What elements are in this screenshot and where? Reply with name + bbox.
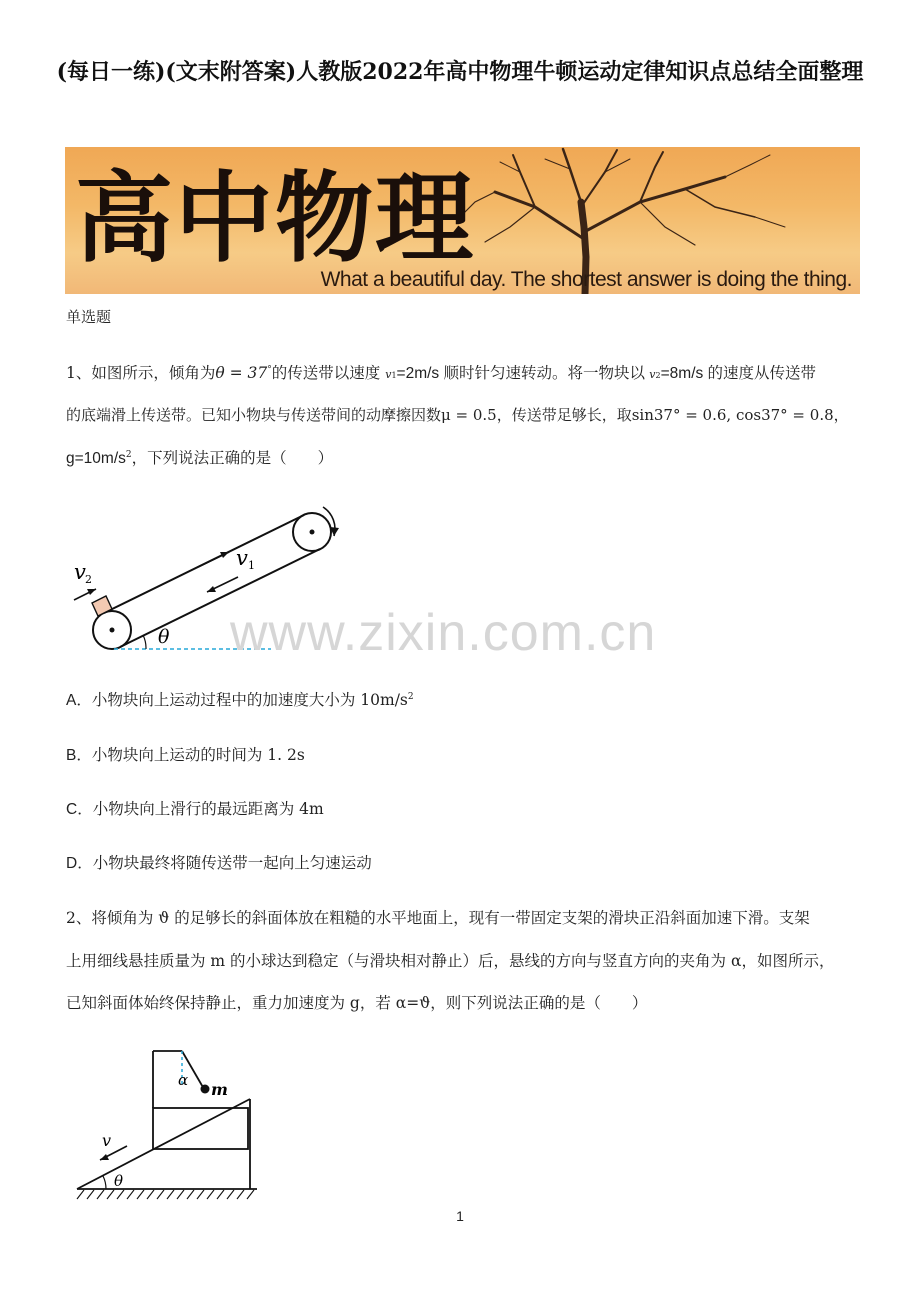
q2-line-2: 上用细线悬挂质量为 m 的小球达到稳定（与滑块相对静止）后，悬线的方向与竖直方向的夹角为 α，如图所示，	[66, 952, 835, 970]
banner-tagline: What a beautiful day. The shortest answer is doing the thing.	[320, 268, 852, 291]
q1-option-b[interactable]: B．小物块向上运动的时间为 1. 2s	[66, 746, 305, 764]
mass-label: m	[211, 1080, 228, 1099]
v1-label: v	[236, 546, 248, 570]
q2-line-1: 2、将倾角为 ϑ 的足够长的斜面体放在粗糙的水平地面上，现有一带固定支架的滑块正沿斜面加速下滑。支架	[66, 909, 810, 927]
incline-slider-diagram	[72, 1043, 272, 1213]
section-label: 单选题	[66, 308, 112, 326]
q1-line-1: 1、如图所示，倾角为θ = 37°的传送带以速度 v1=2m/s 顺时针匀速转动。将一物块以 v2=8m/s 的速度从传送带	[66, 364, 817, 382]
v2-subscript: 2	[85, 573, 92, 586]
q1-option-d[interactable]: D．小物块最终将随传送带一起向上匀速运动	[66, 854, 372, 872]
banner-heading: 高中物理	[75, 161, 476, 276]
header-banner	[65, 147, 860, 294]
watermark: www.zixin.com.cn	[230, 604, 657, 662]
q2-line-3: 已知斜面体始终保持静止，重力加速度为 g，若 α=ϑ，则下列说法正确的是（ ）	[66, 994, 648, 1012]
v2-label: v	[74, 560, 86, 584]
document-title: (每日一练)(文末附答案)人教版2022年高中物理牛顿运动定律知识点总结全面整理	[56, 59, 864, 85]
velocity-label: v	[102, 1131, 112, 1150]
q1-line-2: 的底端滑上传送带。已知小物块与传送带间的动摩擦因数μ = 0.5，传送带足够长，取sin37° = 0.6, cos37° = 0.8，	[66, 406, 849, 424]
q1-option-c[interactable]: C．小物块向上滑行的最远距离为 4m	[66, 800, 324, 818]
theta-label: θ	[158, 626, 170, 648]
page-number: 1	[456, 1208, 464, 1224]
q1-option-a[interactable]: A．小物块向上运动过程中的加速度大小为 $10m/s^2$	[66, 691, 414, 709]
q1-line-3: $g=10m/s^2$，下列说法正确的是（ ）	[66, 449, 334, 467]
alpha-label: α	[178, 1071, 189, 1089]
theta-label-2: θ	[114, 1172, 124, 1190]
v1-subscript: 1	[248, 559, 255, 572]
